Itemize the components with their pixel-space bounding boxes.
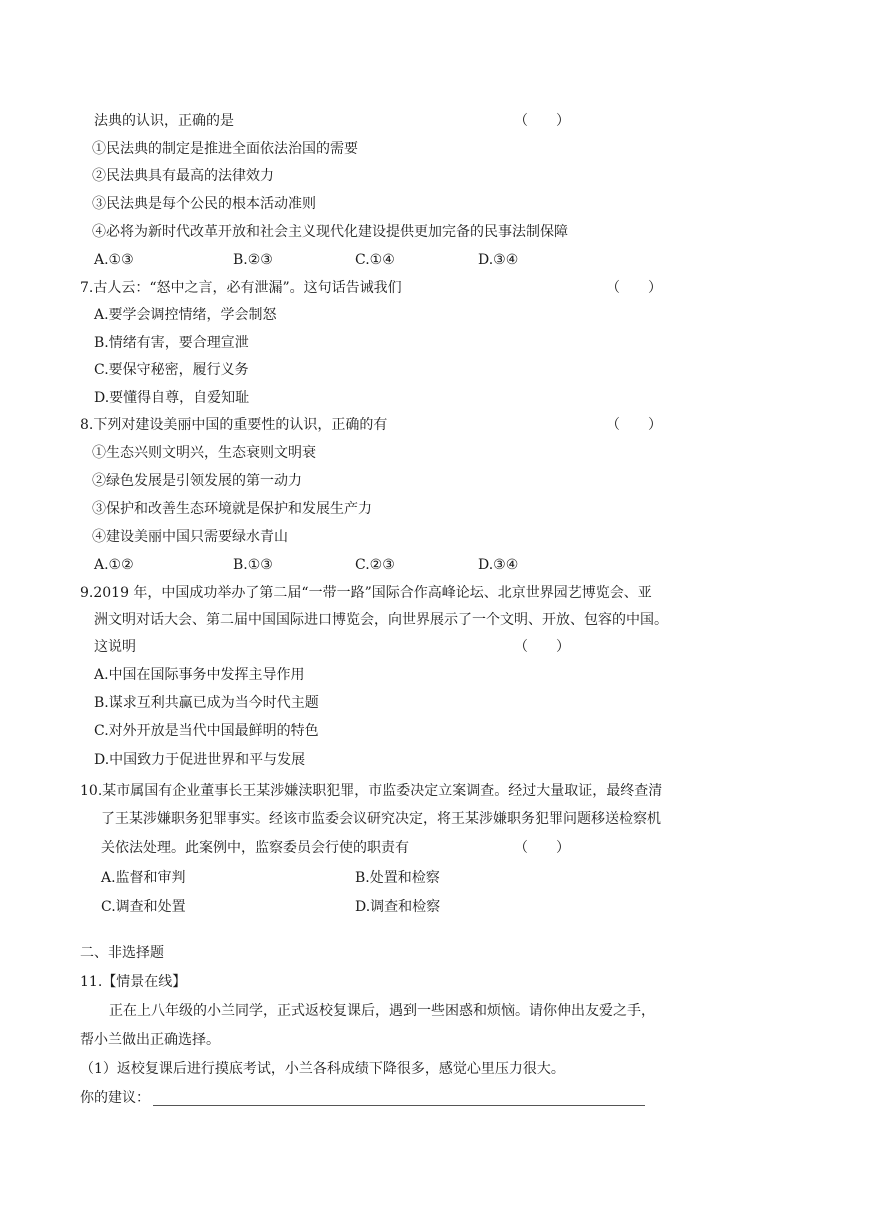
q6-item-3: ③民法典是每个公民的根本活动准则 [92, 196, 316, 212]
q8-option-d: D.③④ [478, 557, 519, 573]
q10-stem-line-2: 了王某涉嫌职务犯罪事实。经该市监委会议研究决定，将王某涉嫌职务犯罪问题移送检察机 [101, 811, 661, 827]
q10-stem-line-1: 10.某市属国有企业董事长王某涉嫌渎职犯罪，市监委决定立案调查。经过大量取证，最终查清 [80, 783, 663, 799]
q7-option-b: B.情绪有害，要合理宣泄 [94, 335, 249, 351]
q8-item-3: ③保护和改善生态环境就是保护和发展生产力 [92, 501, 372, 517]
q7-option-d: D.要懂得自尊，自爱知耻 [94, 390, 250, 406]
q8-stem: 8.下列对建设美丽中国的重要性的认识，正确的有 [80, 417, 388, 433]
q8-answer-bracket: （ ） [606, 417, 662, 433]
q9-option-a: A.中国在国际事务中发挥主导作用 [94, 667, 305, 683]
q6-option-b: B.②③ [233, 252, 273, 268]
q6-answer-bracket: （ ） [514, 113, 570, 129]
q10-option-c: C.调查和处置 [101, 899, 186, 915]
q6-option-a: A.①③ [94, 252, 134, 268]
q11-answer-label: 你的建议： [80, 1090, 150, 1106]
q8-item-2: ②绿色发展是引领发展的第一动力 [92, 473, 302, 489]
q10-stem-line-3: 关依法处理。此案例中，监察委员会行使的职责有 [101, 840, 409, 856]
q8-item-4: ④建设美丽中国只需要绿水青山 [92, 529, 288, 545]
q11-title: 11.【情景在线】 [80, 974, 187, 990]
q9-stem-line-3: 这说明 [94, 639, 136, 655]
q10-option-d: D.调查和检察 [355, 899, 441, 915]
q8-option-b: B.①③ [233, 557, 273, 573]
q11-sub-question-1: （1）返校复课后进行摸底考试，小兰各科成绩下降很多，感觉心里压力很大。 [80, 1061, 565, 1077]
q6-item-1: ①民法典的制定是推进全面依法治国的需要 [92, 141, 358, 157]
q8-item-1: ①生态兴则文明兴，生态衰则文明衰 [92, 445, 316, 461]
q9-option-d: D.中国致力于促进世界和平与发展 [94, 752, 306, 768]
q6-stem: 法典的认识，正确的是 [94, 113, 234, 129]
q11-intro-line-1: 正在上八年级的小兰同学，正式返校复课后，遇到一些困惑和烦恼。请你伸出友爱之手， [109, 1003, 655, 1019]
q11-intro-line-2: 帮小兰做出正确选择。 [80, 1032, 220, 1048]
q7-option-c: C.要保守秘密，履行义务 [94, 362, 249, 378]
q8-option-c: C.②③ [355, 557, 395, 573]
q10-option-a: A.监督和审判 [101, 870, 186, 886]
q9-stem-line-1: 9.2019 年，中国成功举办了第二届“一带一路”国际合作高峰论坛、北京世界园艺博览会、亚 [80, 585, 652, 601]
q6-item-4: ④必将为新时代改革开放和社会主义现代化建设提供更加完备的民事法制保障 [92, 224, 568, 240]
q7-option-a: A.要学会调控情绪，学会制怒 [94, 307, 277, 323]
q8-option-a: A.①② [94, 557, 134, 573]
q11-answer-blank[interactable] [153, 1105, 645, 1106]
q9-answer-bracket: （ ） [514, 639, 570, 655]
q10-answer-bracket: （ ） [514, 840, 570, 856]
q7-answer-bracket: （ ） [606, 280, 662, 296]
q6-option-d: D.③④ [478, 252, 519, 268]
q6-option-c: C.①④ [355, 252, 395, 268]
q9-stem-line-2: 洲文明对话大会、第二届中国国际进口博览会，向世界展示了一个文明、开放、包容的中国。 [94, 612, 668, 628]
q7-stem: 7.古人云：“怒中之言，必有泄漏”。这句话告诫我们 [80, 280, 402, 296]
q9-option-c: C.对外开放是当代中国最鲜明的特色 [94, 723, 319, 739]
q6-item-2: ②民法典具有最高的法律效力 [92, 168, 274, 184]
q10-option-b: B.处置和检察 [355, 870, 440, 886]
q9-option-b: B.谋求互利共赢已成为当今时代主题 [94, 695, 319, 711]
section-2-title: 二、非选择题 [80, 945, 164, 961]
